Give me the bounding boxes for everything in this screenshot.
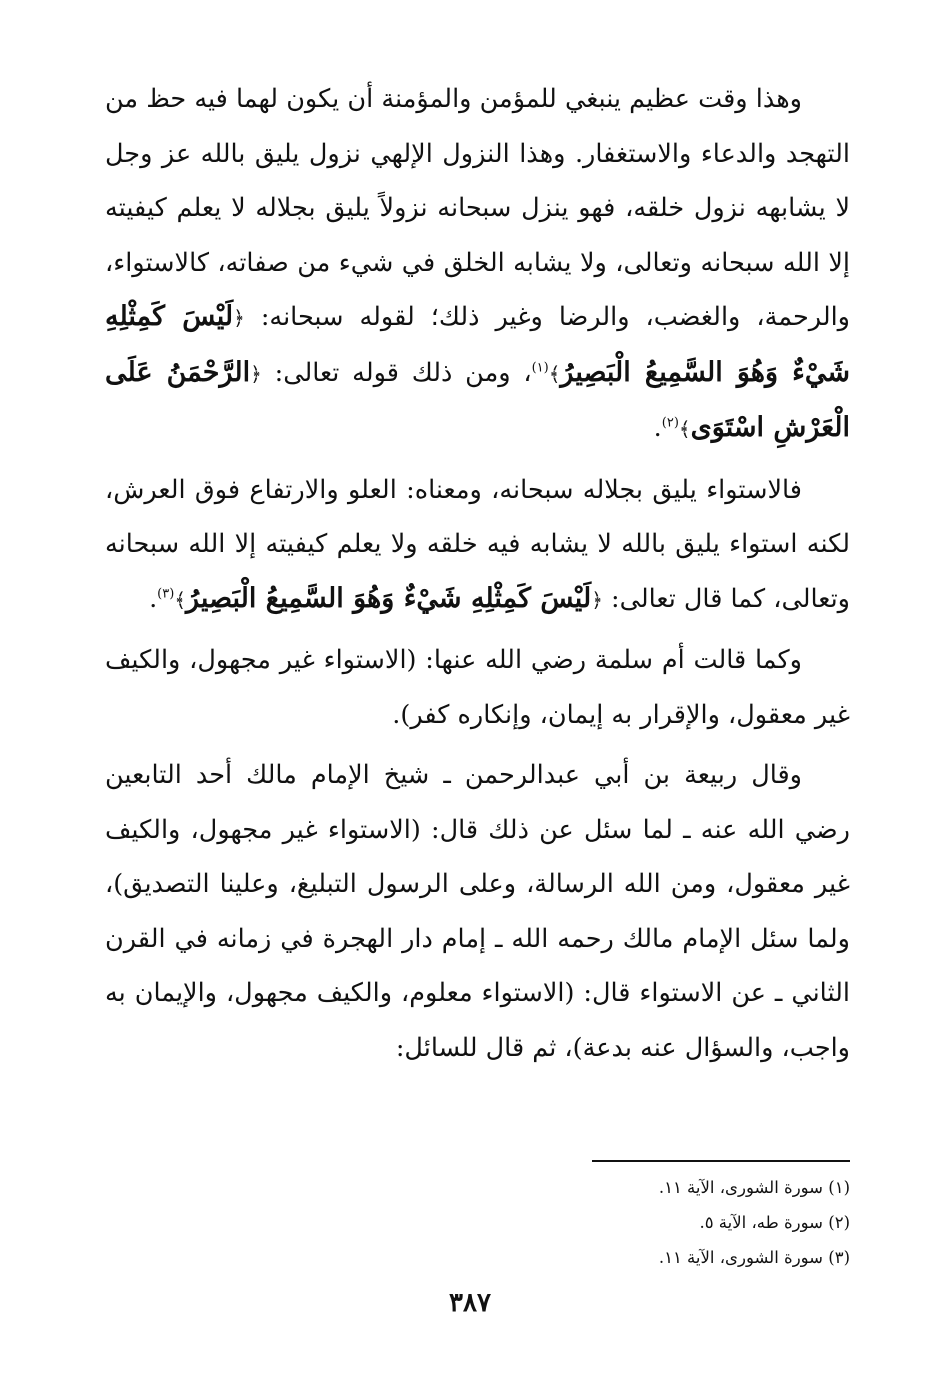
footnote-marker: (٢) (661, 415, 679, 431)
quote-bracket: ﴿ (591, 587, 603, 612)
footnote-marker: (١) (531, 360, 549, 375)
page-number: ٣٨٧ (449, 1288, 491, 1318)
text-run: ، ومن ذلك قوله تعالى: (261, 357, 532, 388)
paragraph (105, 633, 850, 742)
text-run: فالاستواء يليق بجلاله سبحانه، ومعناه: العلو والارتفاع فوق العرش، لكنه استواء يليق بالله لا يشابه فيه خلقه ولا يعلم كيفيته إلا الله سبحانه وتعالى، كما قال تعالى: (105, 474, 850, 614)
footnote: (٢) سورة طه، الآية ٥. (699, 1213, 850, 1232)
quran-verse: لَيْسَ كَمِثْلِهِ شَيْءٌ وَهُوَ السَّمِيعُ الْبَصِيرُ (186, 582, 592, 614)
text-run: وكما قالت أم سلمة رضي الله عنها: (الاستواء غير مجهول، والكيف غير معقول، والإقرار به إيمان، وإنكاره كفر). (105, 645, 850, 730)
text-run: وقال ربيعة بن أبي عبدالرحمن ـ شيخ الإمام مالك أحد التابعين رضي الله عنه ـ لما سئل عن ذلك قال: (الاستواء غير مجهول، والكيف غير معقول، ومن الله الرسالة، وعلى الرسول التبليغ، وعلينا التصديق)، ولما سئل الإمام مالك رحمه الله ـ إمام دار الهجرة في زمانه في القرن الثاني ـ عن الاستواء قال: (الاستواء معلوم، والكيف مجهول، والإيمان به واجب، والسؤال عنه بدعة)، ثم قال للسائل: (105, 760, 850, 1063)
quote-bracket: ﴾ (678, 417, 691, 441)
footnote: (٣) سورة الشورى، الآية ١١. (658, 1248, 850, 1267)
paragraph (105, 72, 850, 457)
footnote: (١) سورة الشورى، الآية ١١. (658, 1178, 850, 1197)
text-run: . (653, 413, 662, 443)
quote-bracket: ﴿ (250, 361, 262, 386)
quran-verse: لَيْسَ كَمِثْلِهِ شَيْءٌ وَهُوَ السَّمِيعُ الْبَصِيرُ (105, 301, 850, 388)
text-run: . (149, 583, 158, 614)
quran-verse: الرَّحْمَنُ عَلَى الْعَرْشِ اسْتَوَى (105, 356, 850, 443)
paragraph (105, 463, 850, 628)
footnote-separator (592, 1160, 850, 1162)
text-run: وهذا وقت عظيم ينبغي للمؤمن والمؤمنة أن يكون لهما فيه حظ من التهجد والدعاء والاستغفار. وهذا النزول الإلهي نزول يليق بالله عز وجل لا يشابهه نزول خلقه، فهو ينزل سبحانه نزولاً يليق بجلاله لا يعلم كيفيته إلا الله سبحانه وتعالى، ولا يشابه الخلق في شيء من صفاته، كالاستواء، والرحمة، والغضب، والرضا وغير ذلك؛ لقوله سبحانه: (105, 84, 850, 332)
footnotes (590, 1160, 850, 1275)
quote-bracket: ﴿ (233, 306, 245, 330)
quote-bracket: ﴾ (174, 587, 187, 612)
paragraph (105, 748, 850, 1075)
footnote-marker: (٣) (157, 586, 175, 601)
quote-bracket: ﴾ (548, 361, 561, 386)
page-body (105, 72, 850, 1081)
